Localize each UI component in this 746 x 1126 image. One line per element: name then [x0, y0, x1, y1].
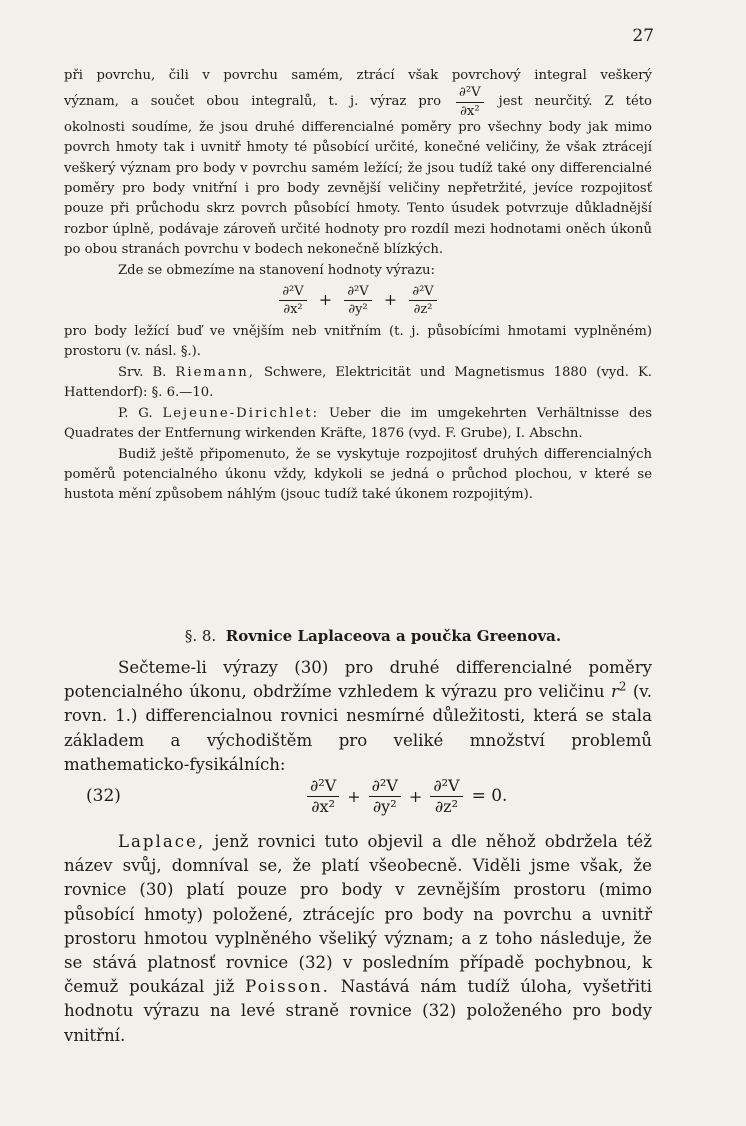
fraction-d2v-dx2 — [456, 86, 484, 117]
p5-variable-r: r — [611, 682, 619, 702]
term-z-denominator: ∂z² — [413, 302, 433, 318]
p5-text-pre: Sečteme-li výrazy (30) pro druhé differencialné poměry potencialného úkonu, obdržíme vzhledem k výrazu pro veličinu — [64, 658, 652, 702]
eq-term-z-numerator: ∂²V — [430, 778, 462, 797]
section-title: Rovnice Laplaceova a poučka Greenova. — [225, 627, 562, 645]
paragraph-2: Zde se obmezíme na stanovení hodnoty výrazu: — [118, 262, 435, 278]
paragraph-6 — [64, 830, 652, 1048]
term-y-numerator: ∂²V — [344, 285, 371, 301]
ref2-prefix: P. G. — [118, 405, 153, 421]
eq-term-x-numerator: ∂²V — [307, 778, 339, 797]
main-text-block-2 — [64, 830, 652, 1048]
paragraph-4: Budiž ještě připomenuto, že se vyskytuje rozpojitosť druhých differencialných poměrů potencialného úkonu vždy, kdykoli se jedná o průchod plochou, v které se hustota mění způsobem náhlým (jsouc tudíž také úkonem rozpojitým). — [64, 446, 652, 503]
equation-number: (32) — [86, 786, 121, 806]
main-text-block-1 — [64, 656, 652, 777]
formula-term-y — [344, 285, 371, 316]
equation-body — [304, 770, 507, 822]
section-number: §. 8. — [184, 627, 217, 645]
equation-rhs: = 0. — [471, 786, 508, 806]
equation-32 — [64, 770, 652, 822]
ref1-prefix: Srv. B. — [118, 364, 167, 380]
p6-name-poisson: Poisson. — [245, 977, 330, 997]
p5-text-post: (v. rovn. 1.) differencialnou rovnici nesmírné důležitosti, která se stala základem a východištěm pro veliké množství problemů mathematicko-fysikálních: — [64, 682, 652, 774]
reference-dirichlet — [64, 404, 652, 445]
plus-sign: + — [383, 290, 398, 310]
formula-term-z — [409, 285, 436, 316]
plus-sign: + — [318, 290, 333, 310]
eq-term-z — [430, 775, 462, 816]
plus-sign: + — [347, 786, 361, 806]
page-number: 27 — [632, 26, 654, 46]
paragraph-5 — [64, 656, 652, 777]
paragraph-1-line-b — [64, 86, 652, 117]
p5-exponent: 2 — [618, 679, 627, 694]
section-heading — [0, 627, 746, 645]
paragraph-3: pro body ležící buď ve vnějším neb vnitřním (t. j. působícími hmotami vyplněném) prostoru (v. násl. §.). — [64, 324, 652, 360]
p6-text-a: jenž rovnici tuto objevil a dle něhož obdržela též název svůj, domníval se, že platí všeobecně. Viděli jsme však, že rovnice (30) platí pouze pro body v zevnějším prostoru (mimo působící hmoty) položené, ztrácejíc pro body na povrchu a uvnitř prostoru hmotou vyplněného všeliký význam; a z toho následuje, že se stává platnosť rovnice (32) v posledním případě pochybnou, k čemuž poukázal již — [64, 832, 652, 997]
formula-term-x — [279, 285, 306, 316]
term-x-denominator: ∂x² — [283, 302, 303, 318]
plus-sign: + — [408, 786, 423, 806]
paragraph-1-rest: okolnosti soudíme, že jsou druhé differencialné poměry pro všechny body jak mimo povrch hmoty tak i uvnitř hmoty té působící určité, konečné veličiny, že však ztrácejí veškerý význam pro body v povrchu samém ležící; že jsou tudíž také ony differencialné poměry pro body vnitřní i pro body zevnější veličiny nepřetržité, jevíce rozpojitosť pouze při průchodu skrz povrch působící hmoty. Tento úsudek potvrzuje důkladnější rozbor úplně, podávaje zároveň určité hodnoty pro rozdíl mezi hodnotami oněch úkonů po obou stranách povrchu v bodech nekonečně blízkých. — [64, 119, 652, 258]
ref1-details: Schwere, Elektricität und Magnetismus 1880 (vyd. K. Hattendorf): §. 6.—10. — [64, 364, 652, 401]
fraction-numerator: ∂²V — [456, 86, 484, 102]
eq-term-y — [369, 775, 401, 816]
eq-term-y-denominator: ∂y² — [372, 796, 397, 816]
term-z-numerator: ∂²V — [409, 285, 436, 301]
ref1-author: Riemann, — [175, 364, 255, 380]
eq-term-x — [307, 775, 339, 816]
fraction-denominator: ∂x² — [460, 103, 480, 119]
eq-term-z-denominator: ∂z² — [434, 796, 458, 816]
p6-text-b: Nastává nám tudíž úloha, vyšetřiti hodnotu výrazu na levé straně rovnice (32) položeného pro body vnitřní. — [64, 977, 652, 1045]
small-text-block — [64, 66, 652, 506]
eq-term-x-denominator: ∂x² — [311, 796, 335, 816]
eq-term-y-numerator: ∂²V — [369, 778, 401, 797]
term-x-numerator: ∂²V — [279, 285, 306, 301]
formula-laplacian — [64, 285, 652, 316]
term-y-denominator: ∂y² — [348, 302, 368, 318]
paragraph-1 — [64, 66, 652, 86]
p1-line-b-post: jest neurčitý. Z této — [498, 94, 652, 110]
p6-name-laplace: Laplace, — [118, 832, 206, 851]
ref2-author: Lejeune-Dirichlet: — [162, 405, 320, 421]
ref2-details: Ueber die im umgekehrten Verhältnisse des Quadrates der Entfernung wirkenden Kräfte, 1876 (vyd. F. Grube), I. Abschn. — [64, 405, 652, 442]
p1-line-b-pre: význam, a součet obou integralů, t. j. výraz pro — [64, 94, 442, 110]
p1-line-a: při povrchu, čili v povrchu samém, ztrácí však povrchový integral veškerý — [64, 68, 652, 83]
reference-riemann — [64, 363, 652, 404]
